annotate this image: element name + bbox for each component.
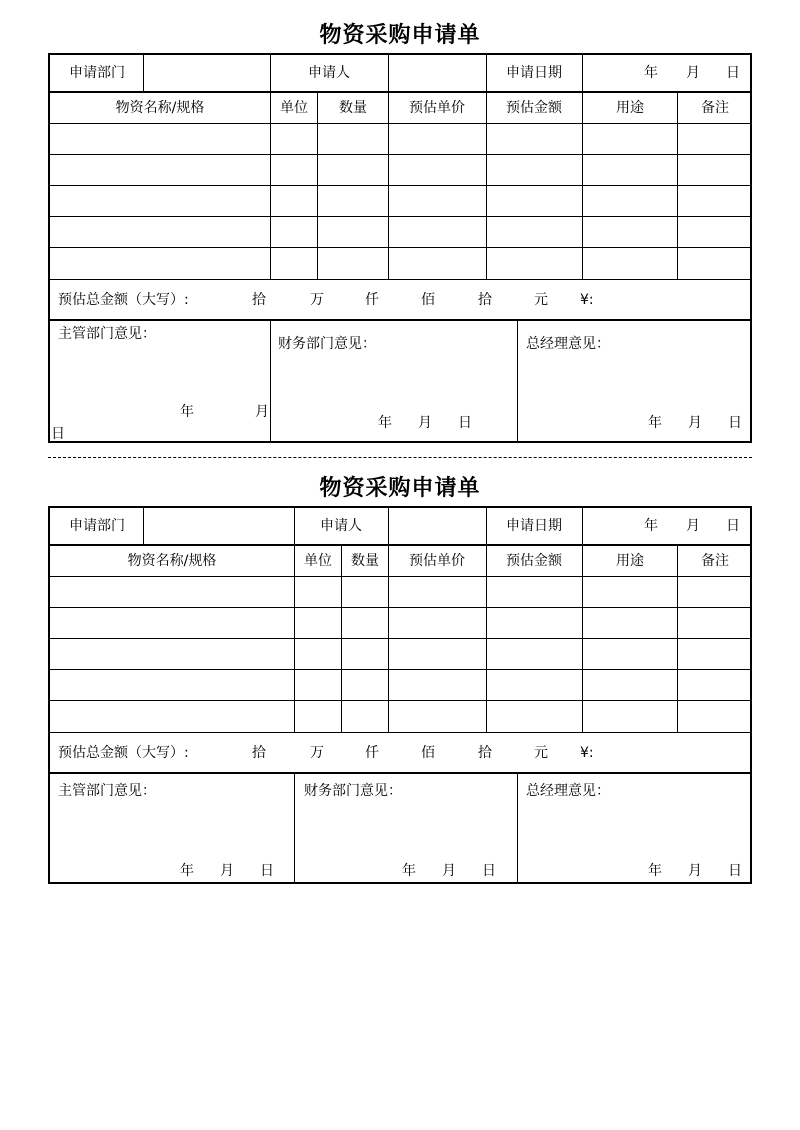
gm-year: 年 bbox=[648, 863, 662, 879]
col-header-amount: 预估金额 bbox=[506, 553, 562, 569]
row-divider bbox=[50, 154, 750, 155]
col-header-unit-price: 预估单价 bbox=[409, 553, 465, 569]
applicant-label: 申请人 bbox=[320, 518, 362, 534]
row-divider bbox=[50, 185, 750, 186]
row-divider bbox=[50, 638, 750, 639]
unit-shi: 拾 bbox=[252, 292, 266, 308]
date-day: 日 bbox=[726, 65, 740, 81]
col-header-amount: 预估金额 bbox=[506, 100, 562, 116]
col-divider bbox=[294, 772, 295, 884]
date-year: 年 bbox=[644, 518, 658, 534]
row-divider bbox=[50, 123, 750, 124]
supervisor-year: 年 bbox=[180, 404, 194, 420]
col-header-usage: 用途 bbox=[616, 553, 644, 569]
col-divider bbox=[294, 544, 295, 732]
col-divider bbox=[582, 508, 583, 545]
col-header-qty: 数量 bbox=[339, 100, 367, 116]
col-divider bbox=[486, 544, 487, 732]
col-divider bbox=[582, 55, 583, 92]
row-divider bbox=[50, 607, 750, 608]
date-day: 日 bbox=[726, 518, 740, 534]
col-header-item: 物资名称/规格 bbox=[115, 100, 205, 116]
unit-wan: 万 bbox=[310, 745, 324, 761]
supervisor-month: 月 bbox=[220, 863, 234, 879]
col-divider bbox=[341, 544, 342, 732]
col-header-remark: 备注 bbox=[701, 553, 729, 569]
purchase-request-form bbox=[48, 506, 752, 884]
unit-bai: 佰 bbox=[421, 745, 435, 761]
applicant-input[interactable] bbox=[389, 56, 485, 90]
supervisor-day: 日 bbox=[260, 863, 274, 879]
col-divider bbox=[486, 91, 487, 279]
col-divider bbox=[270, 91, 271, 279]
col-divider bbox=[270, 319, 271, 443]
gm-day: 日 bbox=[728, 863, 742, 879]
col-header-unit-price: 预估单价 bbox=[409, 100, 465, 116]
finance-opinion-label: 财务部门意见： bbox=[304, 783, 402, 799]
supervisor-month: 月 bbox=[255, 404, 269, 420]
col-divider bbox=[294, 508, 295, 545]
gm-month: 月 bbox=[688, 863, 702, 879]
total-label: 预估总金额（大写）: bbox=[58, 292, 189, 308]
finance-month: 月 bbox=[418, 415, 432, 431]
supervisor-year: 年 bbox=[180, 863, 194, 879]
date-label: 申请日期 bbox=[506, 518, 562, 534]
unit-qian: 仟 bbox=[365, 745, 379, 761]
finance-year: 年 bbox=[402, 863, 416, 879]
unit-bai: 佰 bbox=[421, 292, 435, 308]
col-divider bbox=[486, 55, 487, 92]
col-divider bbox=[388, 544, 389, 732]
row-divider bbox=[50, 319, 750, 321]
unit-yuan: 元 bbox=[534, 745, 548, 761]
gm-opinion-label: 总经理意见： bbox=[526, 336, 610, 352]
unit-yuan: 元 bbox=[534, 292, 548, 308]
applicant-label: 申请人 bbox=[308, 65, 350, 81]
col-header-unit: 单位 bbox=[304, 553, 332, 569]
col-divider bbox=[582, 91, 583, 279]
col-header-unit: 单位 bbox=[280, 100, 308, 116]
row-divider bbox=[50, 216, 750, 217]
col-divider bbox=[388, 91, 389, 279]
row-divider bbox=[50, 772, 750, 774]
row-divider bbox=[50, 544, 750, 546]
yen-sign: ¥: bbox=[580, 745, 594, 761]
applicant-input[interactable] bbox=[389, 509, 485, 543]
finance-day: 日 bbox=[482, 863, 496, 879]
col-divider bbox=[517, 772, 518, 884]
dept-input[interactable] bbox=[144, 56, 269, 90]
supervisor-opinion-label: 主管部门意见： bbox=[58, 326, 156, 342]
col-divider bbox=[486, 508, 487, 545]
gm-opinion-label: 总经理意见： bbox=[526, 783, 610, 799]
col-divider bbox=[582, 544, 583, 732]
row-divider bbox=[50, 576, 750, 577]
unit-qian: 仟 bbox=[365, 292, 379, 308]
row-divider bbox=[50, 700, 750, 701]
purchase-request-form bbox=[48, 53, 752, 443]
date-label: 申请日期 bbox=[506, 65, 562, 81]
col-header-remark: 备注 bbox=[701, 100, 729, 116]
row-divider bbox=[50, 669, 750, 670]
dept-input[interactable] bbox=[144, 509, 293, 543]
supervisor-day: 日 bbox=[51, 426, 65, 442]
col-divider bbox=[517, 319, 518, 443]
col-divider bbox=[677, 544, 678, 732]
finance-day: 日 bbox=[458, 415, 472, 431]
date-year: 年 bbox=[644, 65, 658, 81]
unit-wan: 万 bbox=[310, 292, 324, 308]
form-title: 物资采购申请单 bbox=[319, 23, 481, 48]
gm-month: 月 bbox=[688, 415, 702, 431]
dept-label: 申请部门 bbox=[69, 65, 125, 81]
col-divider bbox=[270, 55, 271, 92]
unit-shi-2: 拾 bbox=[478, 292, 492, 308]
gm-year: 年 bbox=[648, 415, 662, 431]
yen-sign: ¥: bbox=[580, 292, 594, 308]
unit-shi: 拾 bbox=[252, 745, 266, 761]
col-header-usage: 用途 bbox=[616, 100, 644, 116]
finance-year: 年 bbox=[378, 415, 392, 431]
date-month: 月 bbox=[686, 65, 700, 81]
row-divider bbox=[50, 91, 750, 93]
form-title: 物资采购申请单 bbox=[319, 476, 481, 501]
finance-month: 月 bbox=[442, 863, 456, 879]
dept-label: 申请部门 bbox=[69, 518, 125, 534]
row-divider bbox=[50, 732, 750, 733]
gm-day: 日 bbox=[728, 415, 742, 431]
row-divider bbox=[50, 247, 750, 248]
row-divider bbox=[50, 279, 750, 280]
total-label: 预估总金额（大写）: bbox=[58, 745, 189, 761]
col-divider bbox=[677, 91, 678, 279]
cut-line bbox=[48, 457, 752, 458]
supervisor-opinion-label: 主管部门意见： bbox=[58, 783, 156, 799]
col-header-qty: 数量 bbox=[351, 553, 379, 569]
col-divider bbox=[317, 91, 318, 279]
finance-opinion-label: 财务部门意见： bbox=[278, 336, 376, 352]
col-header-item: 物资名称/规格 bbox=[127, 553, 217, 569]
date-month: 月 bbox=[686, 518, 700, 534]
unit-shi-2: 拾 bbox=[478, 745, 492, 761]
